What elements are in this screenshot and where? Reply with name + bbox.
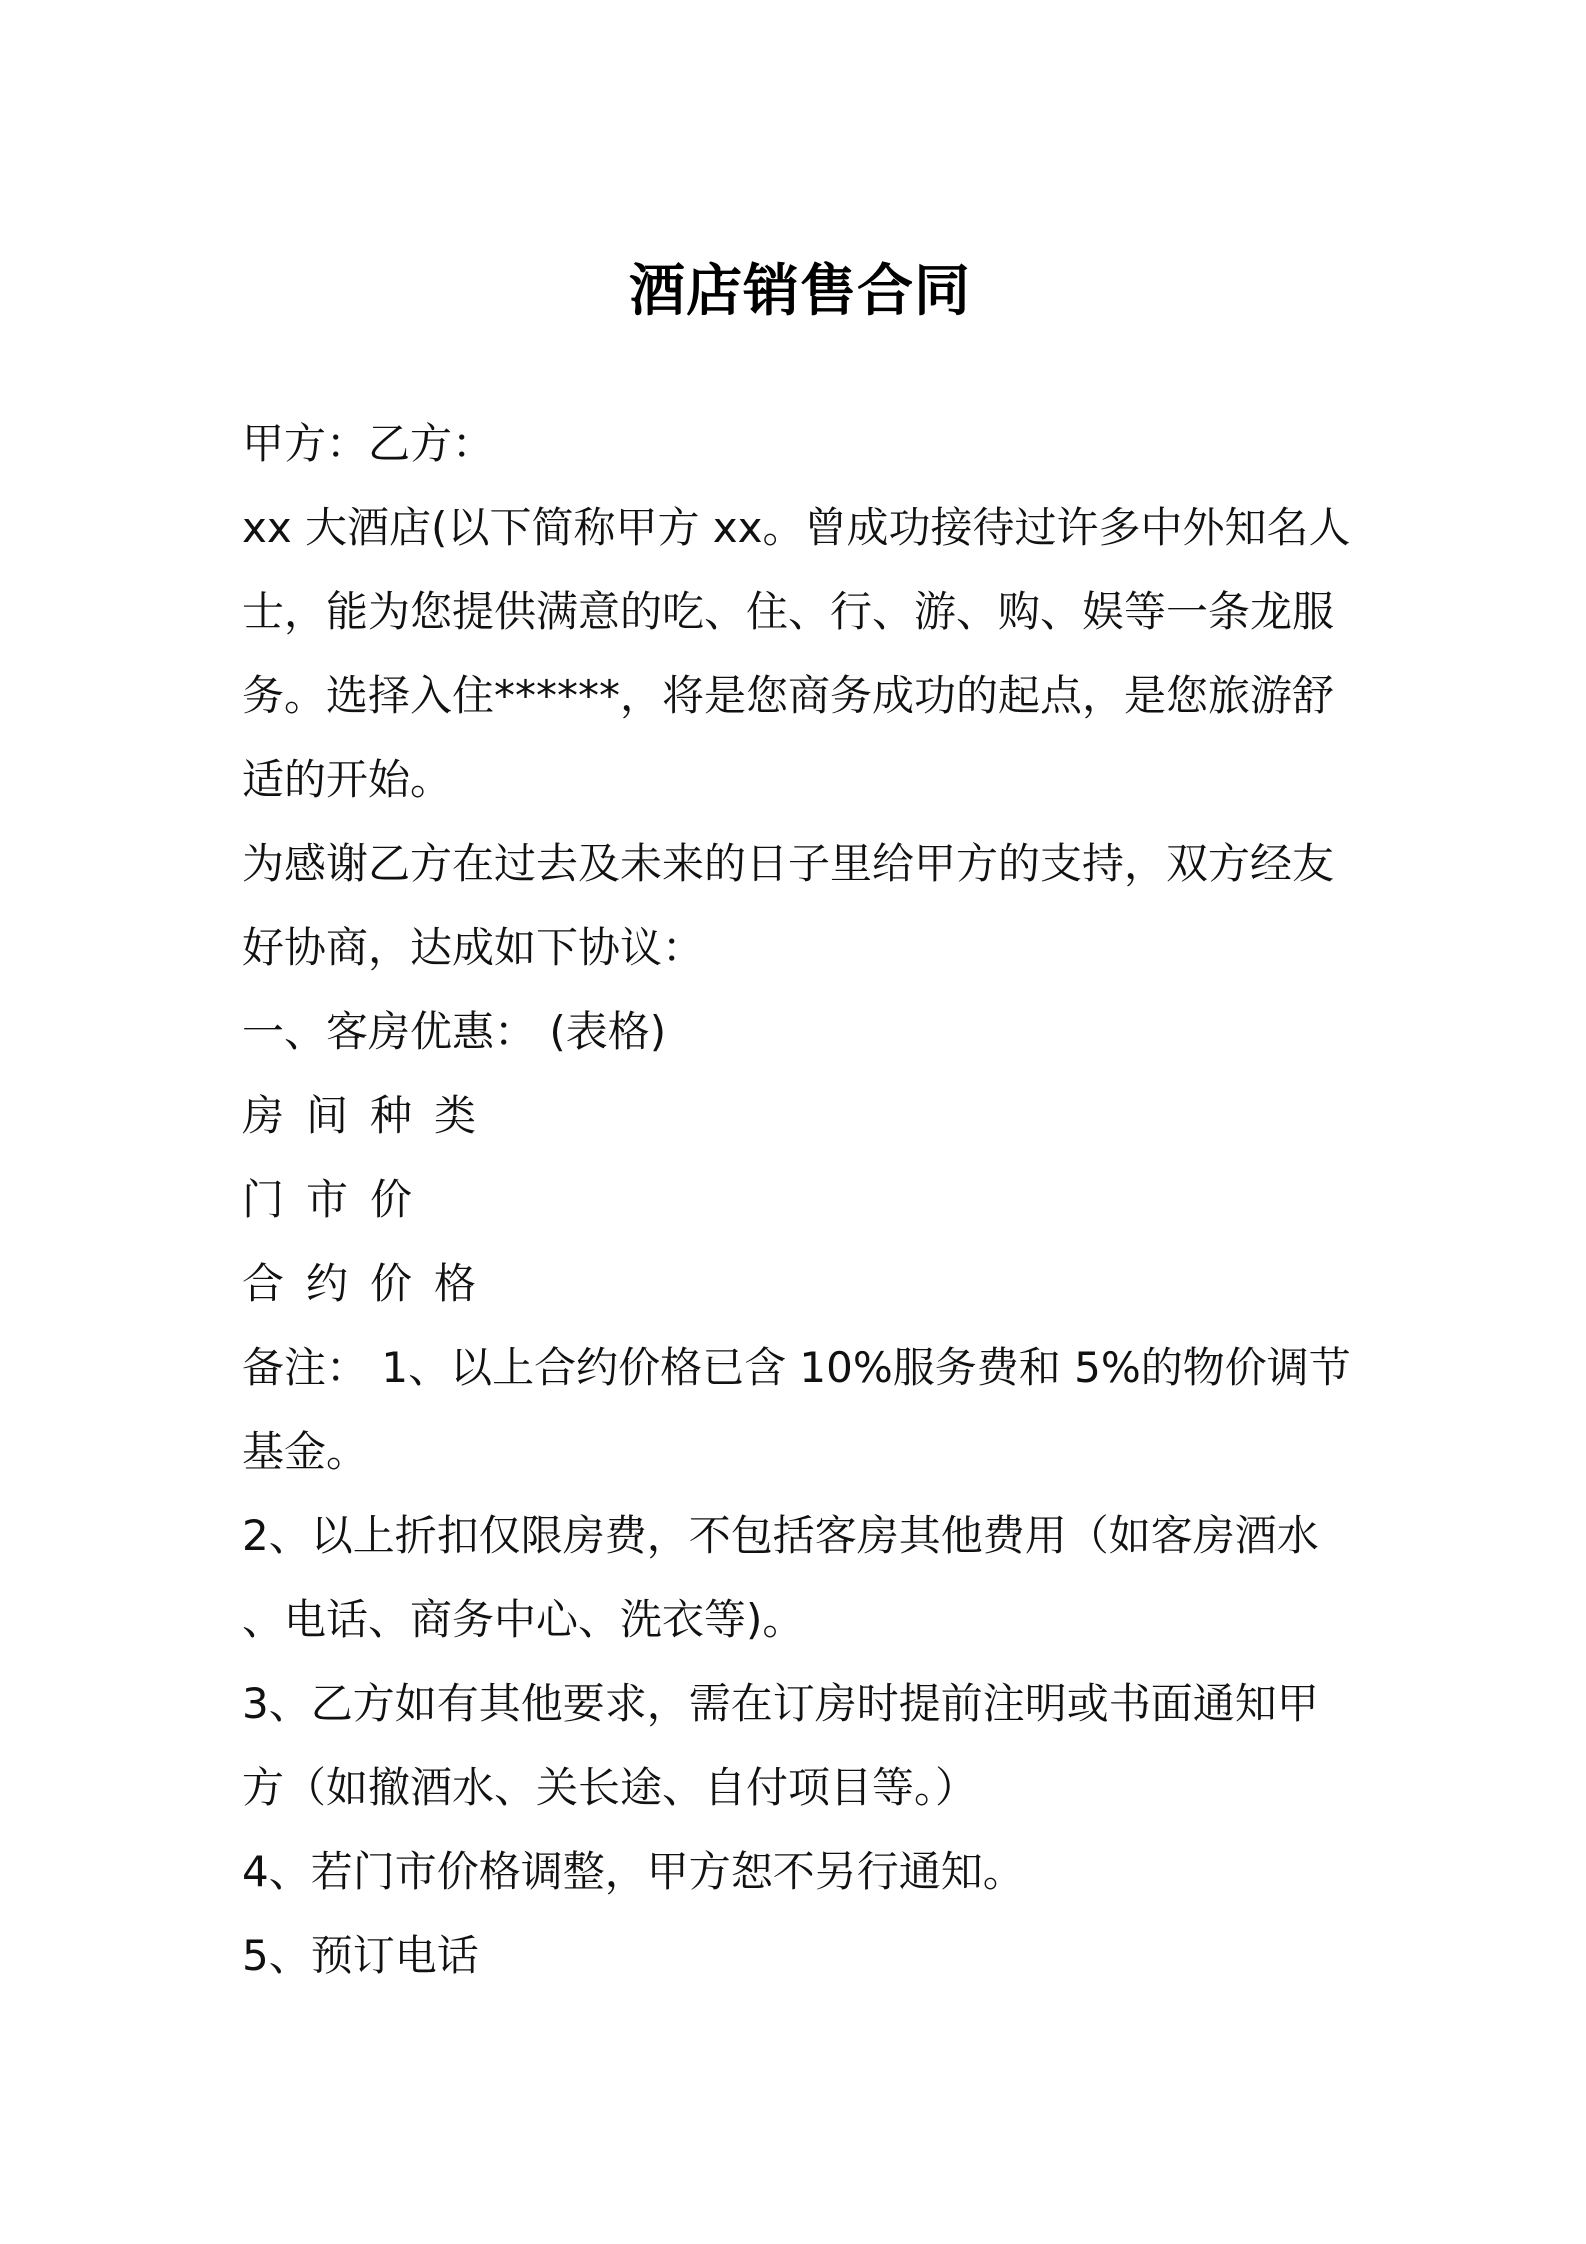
note-line-2: 2、以上折扣仅限房费，不包括客房其他费用（如客房酒水 [242, 1511, 1319, 1560]
document-title: 酒店销售合同 [629, 259, 971, 324]
thanks-line-1: 为感谢乙方在过去及未来的日子里给甲方的支持，双方经友 [242, 839, 1335, 888]
thanks-line-2: 好协商，达成如下协议： [242, 923, 705, 972]
intro-line-1: xx 大酒店(以下简称甲方 xx。曾成功接待过许多中外知名人 [242, 503, 1351, 552]
table-label-contract-price: 合约价格 [242, 1259, 499, 1308]
section-room-discount: 一、客房优惠： (表格) [242, 1007, 667, 1056]
note-line-4: 4、若门市价格调整，甲方恕不另行通知。 [242, 1847, 1025, 1896]
table-label-rack-rate: 门市价 [242, 1175, 435, 1224]
note-line-1-cont: 基金。 [242, 1427, 369, 1476]
note-line-5: 5、预订电话 [242, 1931, 479, 1980]
note-line-1: 备注： 1、以上合约价格已含 10%服务费和 5%的物价调节 [242, 1343, 1351, 1392]
intro-line-2: 士，能为您提供满意的吃、住、行、游、购、娱等一条龙服 [242, 587, 1335, 636]
document-body [242, 402, 1358, 1998]
party-line: 甲方：乙方： [242, 419, 495, 468]
note-line-3: 3、乙方如有其他要求，需在订房时提前注明或书面通知甲 [242, 1679, 1319, 1728]
note-line-2-cont: 、电话、商务中心、洗衣等)。 [242, 1595, 805, 1644]
note-line-3-cont: 方（如撤酒水、关长途、自付项目等。） [242, 1763, 978, 1812]
intro-line-3: 务。选择入住******，将是您商务成功的起点，是您旅游舒 [242, 671, 1335, 720]
table-label-room-type: 房间种类 [242, 1091, 499, 1140]
intro-line-4: 适的开始。 [242, 755, 453, 804]
